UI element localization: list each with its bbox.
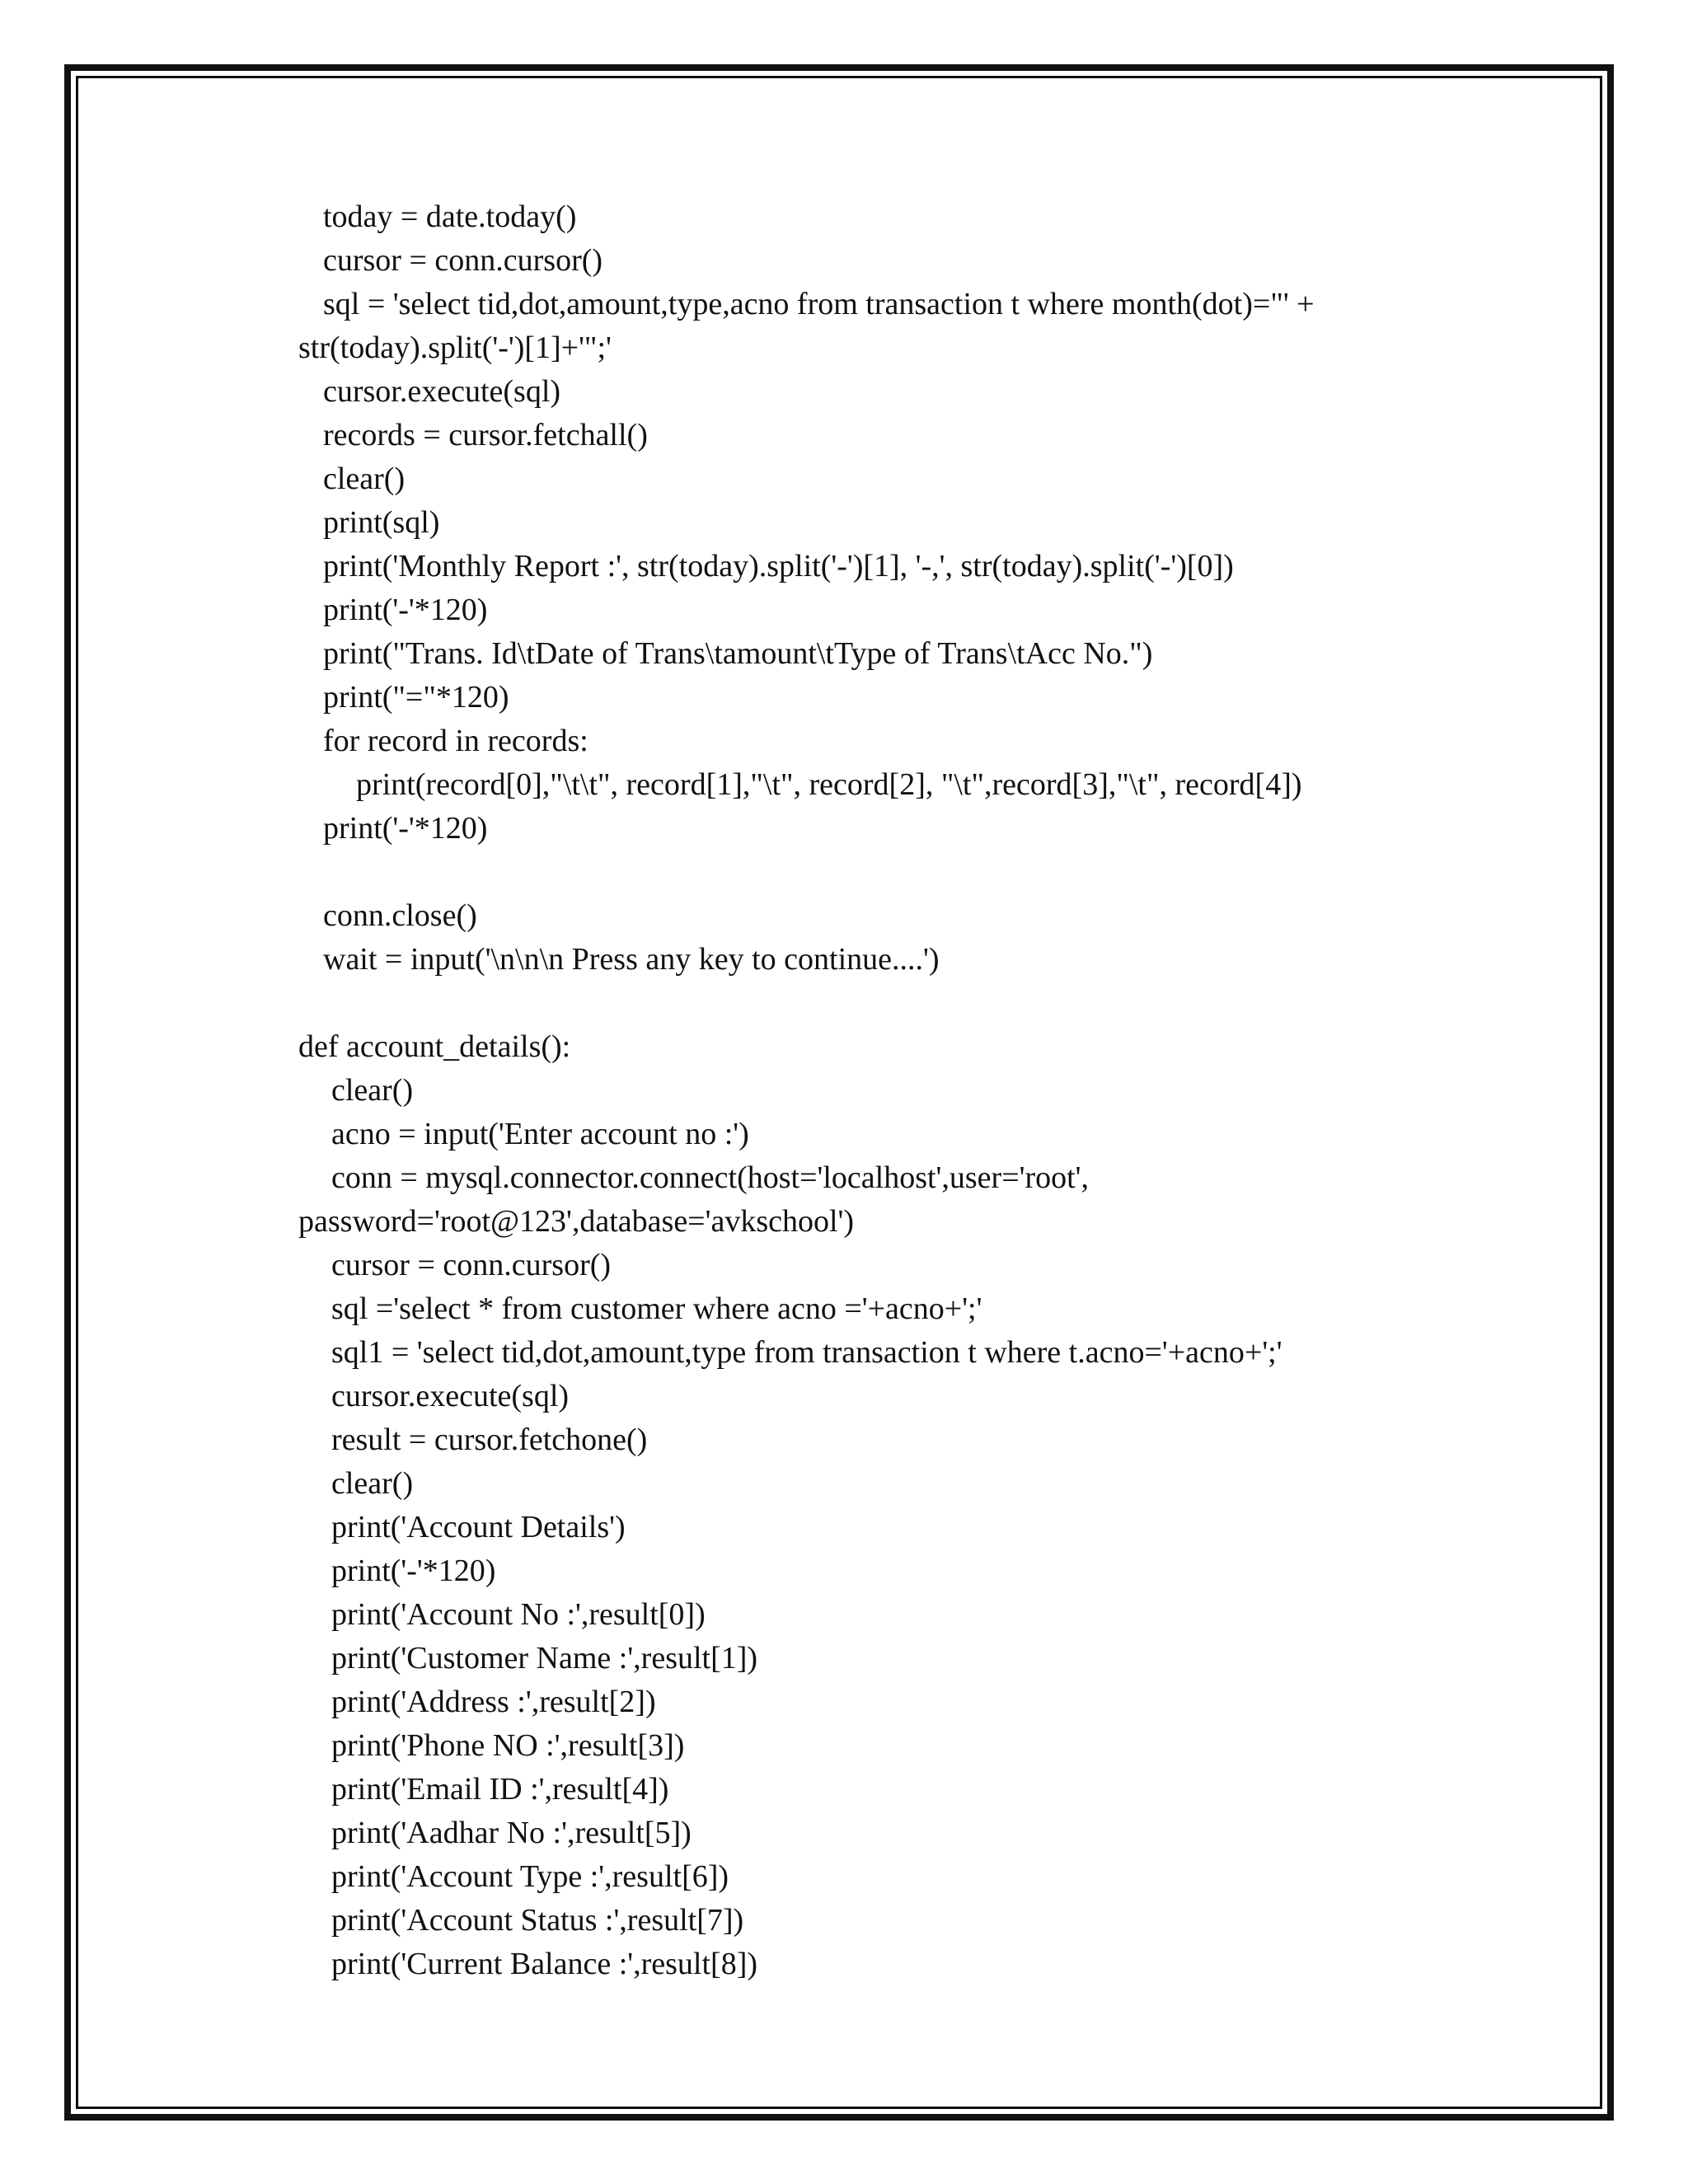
code-line-text: def account_details(): [298, 1029, 571, 1064]
code-line [0, 1025, 1688, 1069]
code-line-text: password='root@123',database='avkschool') [298, 1204, 855, 1239]
code-line-text: result = cursor.fetchone() [331, 1422, 648, 1457]
code-line-text: print("="*120) [323, 680, 509, 715]
code-line [0, 414, 1688, 457]
code-line [0, 1462, 1688, 1506]
code-line-text: print('Account Status :',result[7]) [331, 1903, 744, 1938]
code-line [0, 588, 1688, 632]
code-line-text: clear() [323, 462, 406, 496]
code-line [0, 283, 1688, 326]
code-line [0, 982, 1688, 1025]
code-line-text: cursor.execute(sql) [323, 374, 561, 409]
code-line-text: wait = input('\n\n\n Press any key to continue....') [323, 942, 940, 977]
code-line [0, 370, 1688, 414]
code-line [0, 545, 1688, 588]
code-line-text: clear() [331, 1466, 414, 1501]
code-line-text: print('Address :',result[2]) [331, 1685, 656, 1719]
code-line-text: print('Account Type :',result[6]) [331, 1859, 729, 1894]
code-line [0, 1156, 1688, 1200]
code-line [0, 1200, 1688, 1244]
code-line-text: acno = input('Enter account no :') [331, 1117, 749, 1151]
code-line [0, 1768, 1688, 1811]
code-line [0, 719, 1688, 763]
code-line [0, 1375, 1688, 1418]
code-line [0, 1811, 1688, 1855]
code-line [0, 807, 1688, 851]
code-line-text: for record in records: [323, 724, 588, 758]
code-line [0, 1244, 1688, 1287]
code-line-text: print(record[0],"\t\t", record[1],"\t", record[2], "\t",record[3],"\t", record[4]) [356, 767, 1302, 802]
code-listing [0, 195, 1688, 1986]
code-line [0, 1724, 1688, 1768]
code-line [0, 1506, 1688, 1549]
code-line-text: print('Account No :',result[0]) [331, 1597, 706, 1632]
code-line [0, 1418, 1688, 1462]
code-line-text: cursor = conn.cursor() [323, 243, 603, 278]
code-line-text: print('Phone NO :',result[3]) [331, 1728, 685, 1763]
code-line-text: print('-'*120) [331, 1554, 496, 1588]
code-line-text: today = date.today() [323, 199, 577, 234]
code-line-text: print('Aadhar No :',result[5]) [331, 1816, 692, 1850]
code-line-text: str(today).split('-')[1]+'";' [298, 330, 612, 365]
code-line-text: sql1 = 'select tid,dot,amount,type from transaction t where t.acno='+acno+';' [331, 1335, 1282, 1370]
code-line-text: print('Current Balance :',result[8]) [331, 1947, 758, 1981]
code-line [0, 851, 1688, 894]
code-line [0, 1637, 1688, 1680]
code-line [0, 239, 1688, 283]
code-line [0, 457, 1688, 501]
code-line-text: print('-'*120) [323, 593, 488, 627]
code-line-text: sql ='select * from customer where acno ='+acno+';' [331, 1291, 982, 1326]
code-line [0, 1113, 1688, 1156]
code-line-text: records = cursor.fetchall() [323, 418, 648, 452]
code-line-text: print("Trans. Id\tDate of Trans\tamount\tType of Trans\tAcc No.") [323, 636, 1153, 671]
code-line [0, 1943, 1688, 1986]
code-line [0, 1899, 1688, 1943]
code-line-text: print(sql) [323, 505, 440, 540]
code-line-text: sql = 'select tid,dot,amount,type,acno from transaction t where month(dot)="' + [323, 287, 1315, 321]
code-line [0, 1287, 1688, 1331]
code-line [0, 1069, 1688, 1113]
code-line [0, 326, 1688, 370]
code-line [0, 1331, 1688, 1375]
code-line [0, 1855, 1688, 1899]
code-line-text: clear() [331, 1073, 414, 1108]
code-line [0, 763, 1688, 807]
code-line-text: print('Account Details') [331, 1510, 626, 1544]
code-line-text: conn = mysql.connector.connect(host='localhost',user='root', [331, 1160, 1090, 1195]
code-line [0, 894, 1688, 938]
code-line [0, 632, 1688, 676]
code-line [0, 1680, 1688, 1724]
code-line-text: print('Customer Name :',result[1]) [331, 1641, 758, 1675]
code-line [0, 195, 1688, 239]
code-line [0, 1593, 1688, 1637]
code-line-text: print('-'*120) [323, 811, 488, 846]
code-line-text: cursor.execute(sql) [331, 1379, 570, 1413]
code-line-text: conn.close() [323, 898, 477, 933]
code-line-text: print('Email ID :',result[4]) [331, 1772, 669, 1807]
code-line [0, 938, 1688, 982]
code-line-text: cursor = conn.cursor() [331, 1248, 612, 1282]
code-line [0, 676, 1688, 719]
code-line [0, 501, 1688, 545]
code-line-text: print('Monthly Report :', str(today).split('-')[1], '-,', str(today).split('-')[0]) [323, 549, 1234, 583]
code-line [0, 1549, 1688, 1593]
